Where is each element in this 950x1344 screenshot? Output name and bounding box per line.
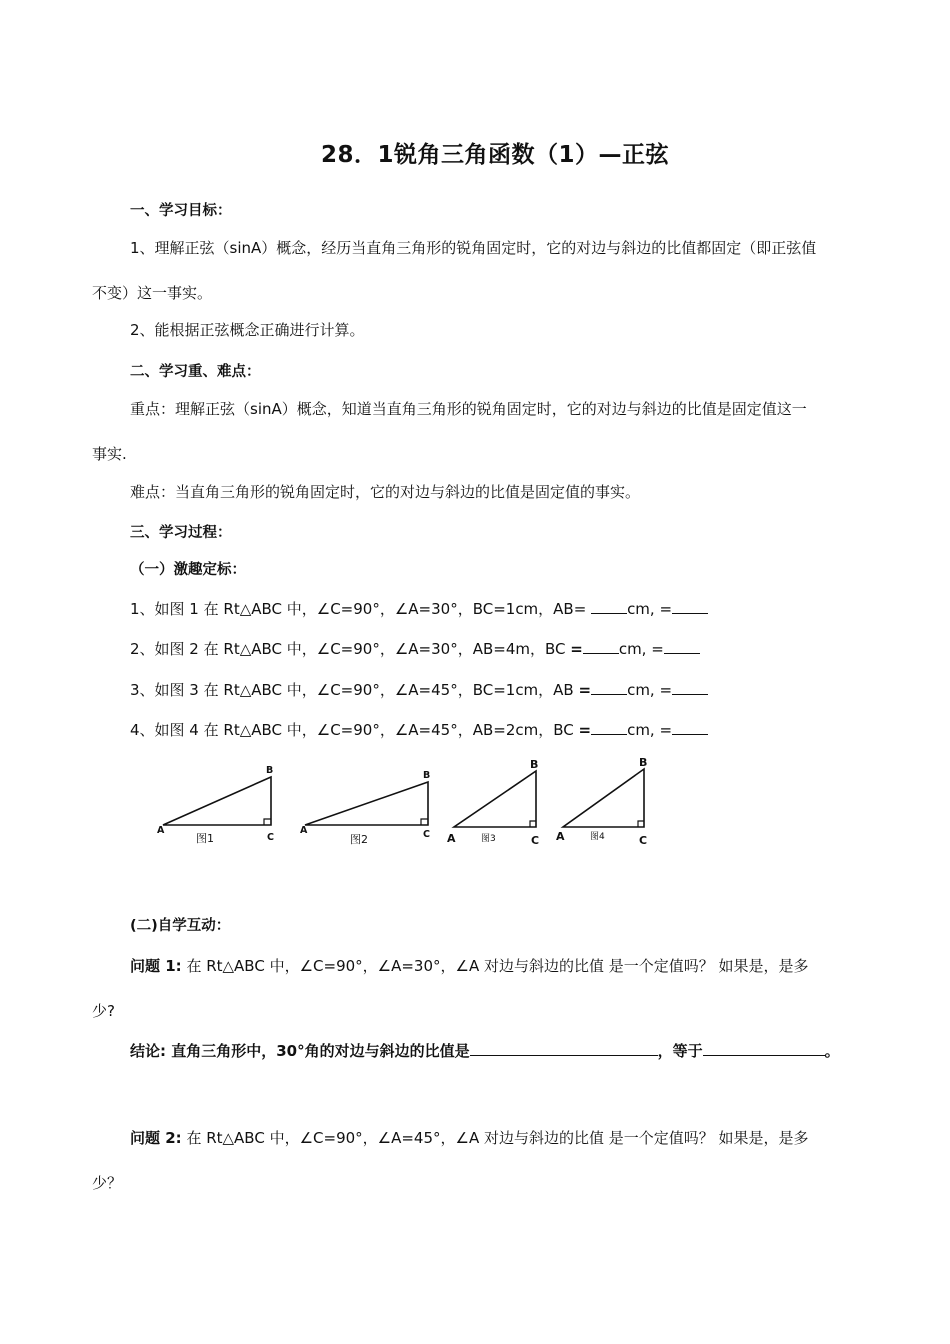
answer-blank[interactable]: [664, 638, 700, 654]
question-1-text: 在 Rt△ABC 中，∠C=90°，∠A=30°，∠A 对边与斜边的比值 是一个定值吗？ 如果是，是多: [181, 957, 809, 975]
problem-3: [130, 679, 708, 700]
triangle-figure-1: [163, 777, 271, 825]
question-2-line-1: [130, 1128, 809, 1148]
equals-sign: =: [570, 640, 583, 658]
section-heading-process: 三、学习过程：: [130, 525, 232, 541]
vertex-label-c: C: [531, 834, 540, 847]
vertex-label-b: B: [423, 770, 431, 781]
right-angle-marker: [421, 819, 428, 825]
conclusion-line: [130, 1040, 840, 1061]
answer-blank[interactable]: [591, 598, 627, 614]
conclusion-text: 结论: 直角三角形中，30°角的对边与斜边的比值是: [130, 1042, 470, 1060]
figure-caption-4: 图4: [590, 832, 605, 842]
objective-1-line-1: 1、理解正弦（sinA）概念，经历当直角三角形的锐角固定时，它的对边与斜边的比值都固定（即正弦值: [130, 239, 817, 257]
right-angle-marker: [530, 821, 536, 827]
figure-caption-2: 图2: [350, 833, 368, 846]
problem-2: [130, 638, 700, 659]
answer-blank[interactable]: [470, 1040, 658, 1056]
triangle-figure-4: [563, 769, 644, 827]
difficulty-point: 难点：当直角三角形的锐角固定时，它的对边与斜边的比值是固定值的事实。: [130, 483, 641, 501]
answer-blank[interactable]: [591, 679, 627, 695]
objective-2: 2、能根据正弦概念正确进行计算。: [130, 321, 365, 339]
problem-2-unit: cm, =: [618, 640, 664, 658]
question-1-line-2: 少?: [92, 1002, 115, 1020]
problem-4: [130, 719, 708, 740]
vertex-label-c: C: [639, 834, 648, 847]
question-2-label: 问题 2:: [130, 1129, 182, 1147]
vertex-label-a: A: [300, 825, 308, 836]
vertex-label-b: B: [530, 758, 539, 771]
section-heading-key-points: 二、学习重、难点：: [130, 364, 261, 380]
answer-blank[interactable]: [703, 1040, 825, 1056]
section-heading-objectives: 一、学习目标：: [130, 203, 232, 219]
question-2-line-2: 少？: [92, 1174, 123, 1192]
vertex-label-c: C: [423, 829, 430, 840]
vertex-label-c: C: [267, 832, 274, 843]
problem-4-text: 4、如图 4 在 Rt△ABC 中，∠C=90°，∠A=45°，AB=2cm，BC: [130, 721, 579, 739]
answer-blank[interactable]: [591, 719, 627, 735]
key-point-line-1: 重点：理解正弦（sinA）概念，知道当直角三角形的锐角固定时，它的对边与斜边的比值是固定值这一: [130, 400, 807, 418]
question-1-line-1: [130, 956, 809, 976]
vertex-label-a: A: [157, 825, 165, 836]
equals-sign: =: [578, 681, 592, 699]
triangle-figure-2: [305, 782, 428, 825]
equals-sign: =: [578, 721, 592, 739]
answer-blank[interactable]: [672, 719, 708, 735]
subsection-heading-2: (二)自学互动：: [130, 918, 231, 934]
figure-caption-1: 图1: [196, 832, 214, 845]
answer-blank[interactable]: [672, 598, 708, 614]
problem-4-unit: cm, =: [627, 721, 673, 739]
right-angle-marker: [638, 821, 644, 827]
problem-1-unit: cm, =: [627, 600, 673, 618]
objective-1-line-2: 不变）这一事实。: [92, 284, 213, 302]
problem-1-text: 1、如图 1 在 Rt△ABC 中，∠C=90°，∠A=30°，BC=1cm，AB=: [130, 600, 592, 618]
vertex-label-b: B: [639, 756, 648, 769]
key-point-line-2: 事实.: [92, 445, 127, 463]
page-title: 28．1锐角三角函数（1）—正弦: [320, 142, 669, 168]
right-angle-marker: [264, 819, 271, 825]
subsection-heading-1: （一）激趣定标：: [130, 562, 246, 578]
problem-1: [130, 598, 708, 619]
conclusion-equals-text: ，等于: [657, 1042, 703, 1060]
answer-blank[interactable]: [672, 679, 708, 695]
answer-blank[interactable]: [583, 638, 619, 654]
conclusion-period: 。: [824, 1042, 840, 1060]
triangle-figures: [0, 750, 700, 860]
problem-3-text: 3、如图 3 在 Rt△ABC 中，∠C=90°，∠A=45°，BC=1cm，AB: [130, 681, 579, 699]
question-1-label: 问题 1:: [130, 957, 182, 975]
figure-caption-3: 图3: [481, 834, 496, 844]
vertex-label-a: A: [447, 832, 456, 845]
problem-2-text: 2、如图 2 在 Rt△ABC 中，∠C=90°，∠A=30°，AB=4m，BC: [130, 640, 571, 658]
problem-3-unit: cm, =: [627, 681, 673, 699]
question-2-text: 在 Rt△ABC 中，∠C=90°，∠A=45°，∠A 对边与斜边的比值 是一个定值吗？ 如果是，是多: [181, 1129, 809, 1147]
vertex-label-a: A: [556, 830, 565, 843]
triangle-figure-3: [454, 771, 536, 827]
vertex-label-b: B: [266, 765, 274, 776]
